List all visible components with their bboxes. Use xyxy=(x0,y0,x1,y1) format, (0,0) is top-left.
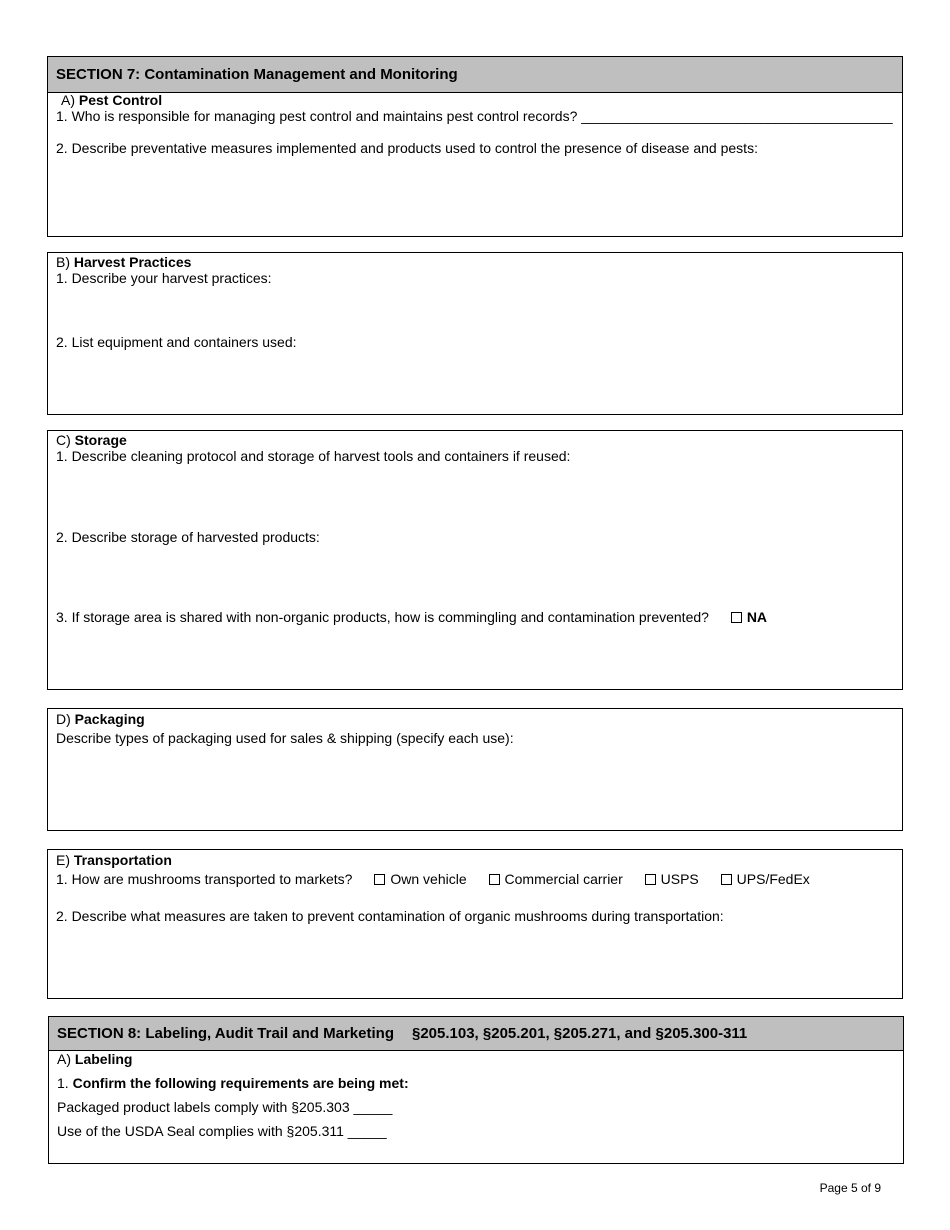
section7-pest-control-box xyxy=(47,56,903,237)
harvest-practices-box xyxy=(47,252,903,415)
packaging-heading: D) Packaging xyxy=(56,711,145,727)
labeling-req2[interactable]: Use of the USDA Seal complies with §205.311 _____ xyxy=(57,1123,387,1139)
section8-box xyxy=(48,1016,904,1164)
transportation-q2[interactable]: 2. Describe what measures are taken to prevent contamination of organic mushrooms during transportation: xyxy=(56,908,724,924)
transportation-q1 xyxy=(56,871,810,887)
harvest-q1[interactable]: 1. Describe your harvest practices: xyxy=(56,270,272,286)
storage-q2[interactable]: 2. Describe storage of harvested products: xyxy=(56,529,320,545)
page-number: Page 5 of 9 xyxy=(819,1181,881,1195)
pest-control-heading: A) Pest Control xyxy=(61,92,163,108)
ups-fedex-checkbox[interactable] xyxy=(721,874,732,885)
harvest-heading: B) Harvest Practices xyxy=(56,254,192,270)
storage-q3-text: 3. If storage area is shared with non-organic products, how is commingling and contamination prevented? xyxy=(56,609,709,625)
na-label: NA xyxy=(746,609,768,625)
commercial-carrier-checkbox[interactable] xyxy=(489,874,500,885)
section7-title: SECTION 7: Contamination Management and Monitoring xyxy=(56,66,458,83)
storage-na-option[interactable] xyxy=(731,609,767,625)
storage-heading: C) Storage xyxy=(56,432,127,448)
own-vehicle-checkbox[interactable] xyxy=(374,874,385,885)
storage-q3 xyxy=(56,609,767,625)
transportation-box xyxy=(47,849,903,999)
option-ups-fedex[interactable]: UPS/FedEx xyxy=(721,871,810,887)
section8-title: SECTION 8: Labeling, Audit Trail and Marketing xyxy=(57,1025,394,1042)
packaging-box xyxy=(47,708,903,831)
pest-control-q2[interactable]: 2. Describe preventative measures implemented and products used to control the presence of disease and pests: xyxy=(56,140,758,156)
packaging-q1[interactable]: Describe types of packaging used for sales & shipping (specify each use): xyxy=(56,730,514,746)
storage-box xyxy=(47,430,903,690)
usps-checkbox[interactable] xyxy=(645,874,656,885)
transportation-heading: E) Transportation xyxy=(56,852,172,868)
option-usps[interactable]: USPS xyxy=(645,871,699,887)
section7-header xyxy=(48,57,902,93)
harvest-q2[interactable]: 2. List equipment and containers used: xyxy=(56,334,297,350)
labeling-heading: A) Labeling xyxy=(57,1051,133,1067)
labeling-req1[interactable]: Packaged product labels comply with §205.303 _____ xyxy=(57,1099,393,1115)
labeling-confirm: 1. Confirm the following requirements are being met: xyxy=(57,1075,409,1091)
storage-q1[interactable]: 1. Describe cleaning protocol and storage of harvest tools and containers if reused: xyxy=(56,448,571,464)
pest-control-q1[interactable]: 1. Who is responsible for managing pest control and maintains pest control records? ________________________________________ xyxy=(56,108,893,124)
na-checkbox[interactable] xyxy=(731,612,742,623)
section8-regs: §205.103, §205.201, §205.271, and §205.300-311 xyxy=(411,1025,748,1042)
option-commercial-carrier[interactable]: Commercial carrier xyxy=(489,871,623,887)
transportation-q1-text: 1. How are mushrooms transported to markets? xyxy=(56,871,353,887)
option-own-vehicle[interactable]: Own vehicle xyxy=(374,871,466,887)
section8-header xyxy=(49,1017,903,1051)
